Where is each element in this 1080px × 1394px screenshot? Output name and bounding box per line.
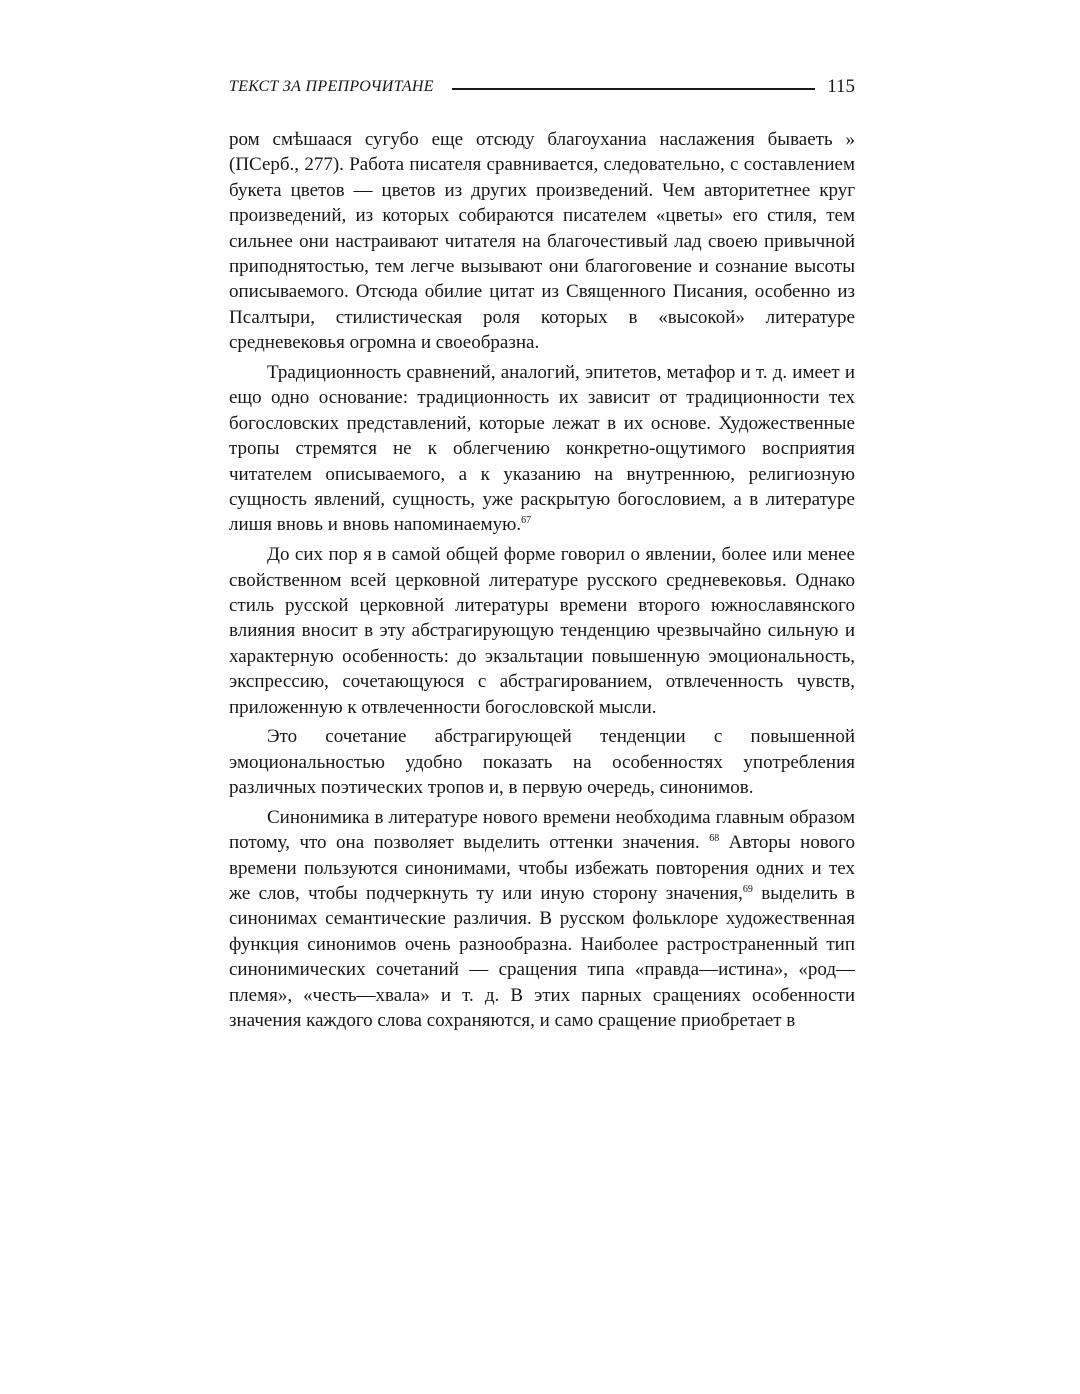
paragraph [229, 127, 855, 356]
paragraph [229, 805, 855, 1034]
text-segment: Авторы нового времени пользуются синонимами, чтобы избежать повторения одних и тех же слов, чтобы подчеркнуть ту или иную сторону значения, [229, 832, 855, 904]
text-segment: Синонимика в литературе нового времени необходима главным образом потому, что она позволяет выделить оттенки значения. [229, 806, 855, 854]
footnote-marker: 67 [521, 515, 532, 527]
running-header [229, 74, 855, 100]
text-segment: До сих пор я в самой общей форме говорил о явлении, более или менее свойственном всей церковной литературе русского средневековья. Однако стиль русской церковной литературы времени второго южнославянского влияния вносит в эту абстрагирующую тенденцию чрезвычайно сильную и характерную особенность: до экзальтации повышенную эмоциональность, экспрессию, сочетающуюся с абстрагированием, отвлеченность чувств, приложенную к отвлеченности богословской мысли. [229, 544, 855, 718]
paragraph [229, 724, 855, 800]
footnote-marker: 69 [742, 883, 753, 895]
header-rule [452, 88, 815, 90]
text-segment: выделить в синонимах семантические различия. В русском фольклоре художественная функция синонимов очень разнообразна. Наиболее растространенный тип синонимических сочетаний — сращения типа «правда—истина», «род—племя», «честь—хвала» и т. д. В этих парных сращениях особенности значения каждого слова сохраняются, и само сращение приобретает в [229, 882, 855, 1031]
text-segment: ром смѣшаася сугубо еще отсюду благоуханиа наслажения бываеть » (ПСерб., 277). Работа писателя сравнивается, следовательно, с составлением букета цветов — цветов из других произведений. Чем авторитетнее круг произведений, из которых собираются писателем «цветы» его стиля, тем сильнее они настраивают читателя на благочестивый лад своею привычной приподнятостью, тем легче вызывают они благоговение и сознание высоты описываемого. Отсюда обилие цитат из Священного Писания, особенно из Псалтыри, стилистическая роля которых в «высокой» литературе средневековья огромна и своеобразна. [229, 129, 855, 354]
body-text [229, 127, 855, 1038]
running-title: ТЕКСТ ЗА ПРЕПРОЧИТАНЕ [229, 78, 434, 95]
text-segment: Это сочетание абстрагирующей тенденции с повышенной эмоциональностью удобно показать на особенностях употребления различных поэтических тропов и, в первую очередь, синонимов. [229, 726, 855, 799]
text-segment: Традиционность сравнений, аналогий, эпитетов, метафор и т. д. имеет и ещо одно основание: традиционность их зависит от традиционности тех богословских представлений, которые лежат в их основе. Художественные тропы стремятся не к облегчению конкретно-ощутимого восприятия читателем описываемого, а к указанию на внутреннюю, религиозную сущность явлений, сущность, уже раскрытую богословием, а в литературе лишя вновь и вновь напоминаемую. [229, 361, 855, 536]
footnote-marker: 68 [709, 833, 720, 845]
paragraph [229, 360, 855, 538]
page-number: 115 [827, 76, 855, 97]
paragraph [229, 542, 855, 720]
